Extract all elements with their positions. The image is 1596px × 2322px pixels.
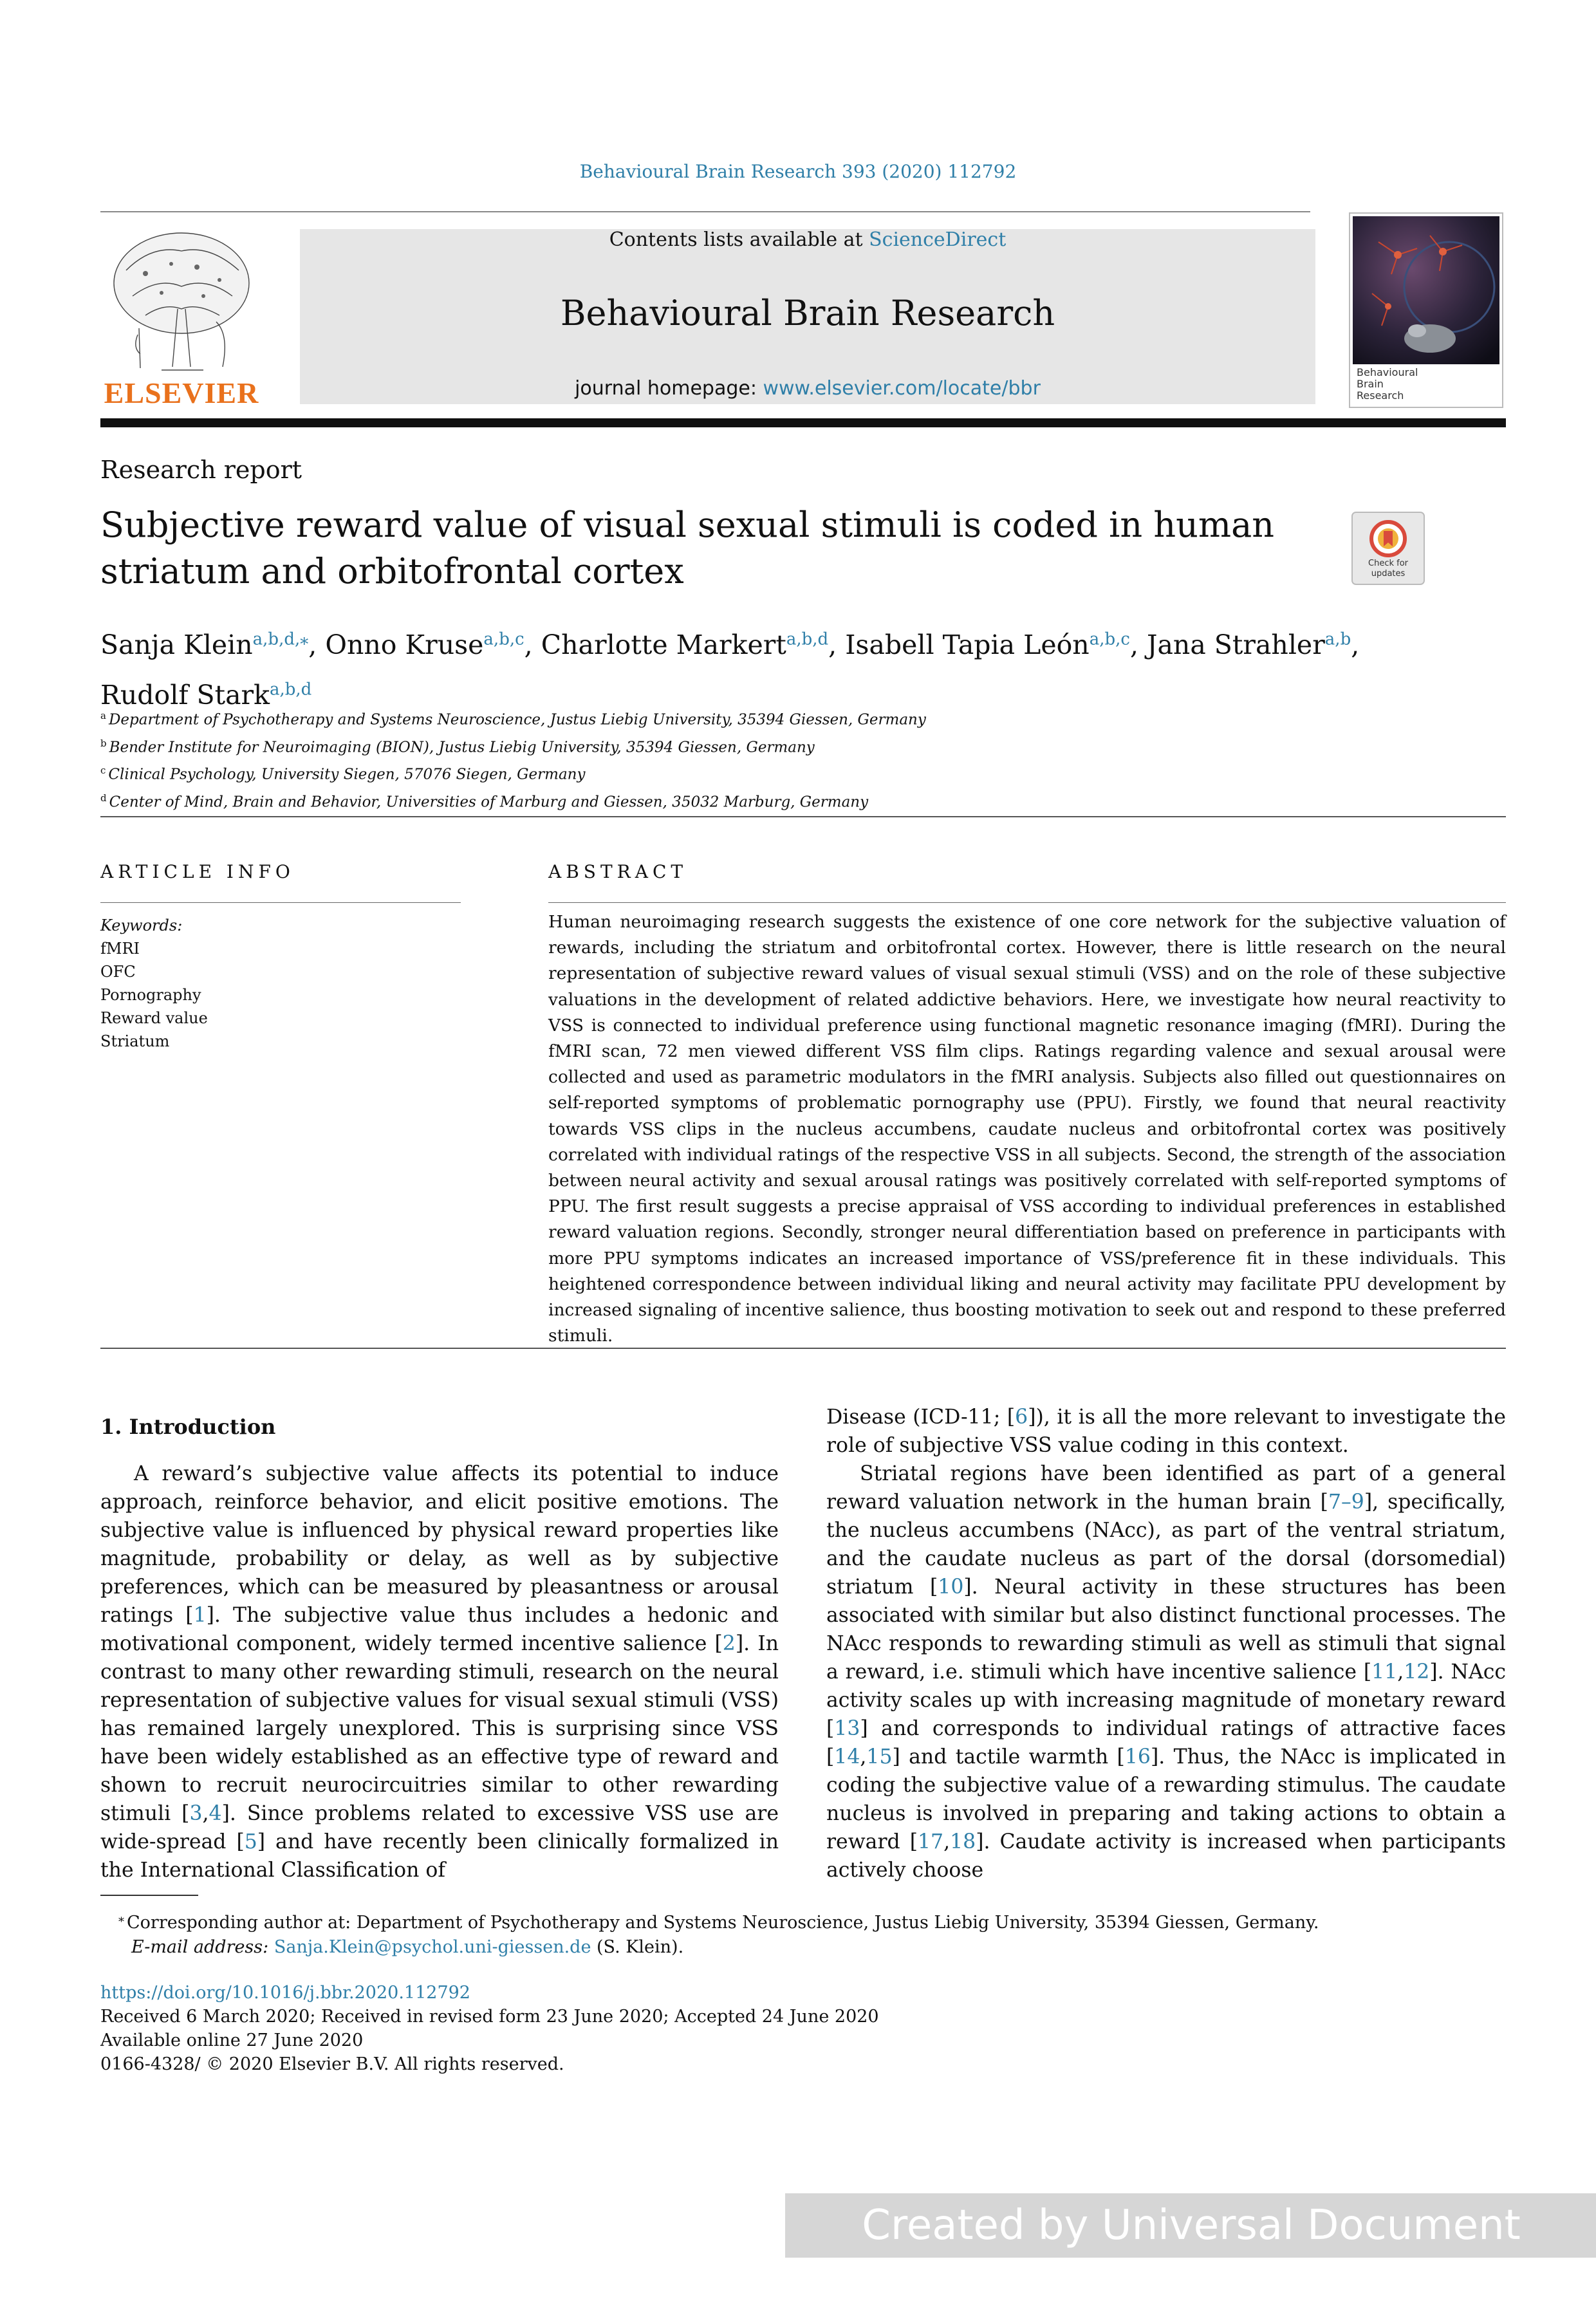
keyword: OFC: [100, 963, 136, 981]
masthead-top-rule: [100, 211, 1310, 212]
author[interactable]: [845, 629, 1147, 660]
email-label: E-mail address:: [131, 1937, 269, 1957]
keyword: fMRI: [100, 940, 140, 958]
author-separator: ,: [1351, 629, 1360, 660]
online-date: Available online 27 June 2020: [100, 2030, 364, 2050]
affiliation: [100, 704, 1452, 732]
article-info-rule: [100, 902, 461, 903]
author-separator: ,: [828, 629, 846, 660]
author-name: Jana Strahler: [1147, 629, 1325, 660]
cover-title-line: Behavioural: [1357, 366, 1418, 378]
citation-link[interactable]: 12: [1404, 1660, 1430, 1684]
keywords-block: [100, 914, 208, 1053]
paragraph-text: ]. Thus, the NAcc is implicated in coding the subjective value of a rewarding stimulus. The caudate nucleus is involved in preparing and taking actions to obtain a reward [: [826, 1745, 1506, 1853]
introduction-heading: 1. Introduction: [100, 1415, 276, 1439]
brain-cover-image: [1353, 216, 1499, 364]
author-name: Rudolf Stark: [100, 680, 270, 711]
introduction-left-column: [100, 1460, 779, 1884]
journal-name: Behavioural Brain Research: [560, 293, 1055, 333]
author[interactable]: [100, 629, 325, 660]
email-link[interactable]: Sanja.Klein@psychol.uni-giessen.de: [274, 1937, 591, 1957]
footnote-rule: [100, 1895, 198, 1896]
author-separator: ,: [308, 629, 326, 660]
author-separator: ,: [524, 629, 541, 660]
paragraph-text: ]. In contrast to many other rewarding stimuli, research on the neural representation of subjective values for visual sexual stimuli (VSS) has remained largely unexplored. This is surprising since VSS have been widely established as an effective type of reward and shown to recruit neurocircuitries similar to other rewarding stimuli [: [100, 1632, 779, 1825]
author[interactable]: [541, 629, 845, 660]
affiliations-divider: [100, 816, 1506, 817]
paragraph-text: ] and corresponds to individual ratings of attractive faces [: [826, 1717, 1506, 1769]
paragraph-text: ,: [202, 1802, 209, 1825]
homepage-prefix: journal homepage:: [575, 377, 763, 400]
journal-homepage: [300, 377, 1315, 400]
masthead-bottom-rule: [100, 418, 1506, 427]
citation-link[interactable]: 18: [950, 1830, 976, 1853]
affiliation-mark: a: [100, 710, 106, 721]
email-line: [100, 1935, 1452, 1960]
citation-link[interactable]: 16: [1124, 1745, 1151, 1769]
copyright: 0166-4328/ © 2020 Elsevier B.V. All rights reserved.: [100, 2054, 564, 2074]
paragraph-text: ]. Since problems related to excessive VSS use are wide-spread [: [100, 1802, 779, 1853]
paragraph-text: ]. The subjective value thus includes a hedonic and motivational component, widely termed incentive salience [: [100, 1604, 779, 1655]
paragraph: [826, 1460, 1506, 1884]
affiliation: [100, 786, 1452, 814]
author-affiliation-marks[interactable]: a,b,c: [1089, 629, 1130, 649]
paragraph-text: ,: [860, 1745, 867, 1769]
article-type: Research report: [100, 456, 302, 484]
keywords-label: Keywords:: [100, 916, 183, 934]
citation-link[interactable]: 6: [1015, 1406, 1028, 1429]
cover-title-line: Research: [1357, 389, 1404, 402]
check-updates-line-2: updates: [1371, 569, 1406, 579]
citation-link[interactable]: 7–9: [1328, 1491, 1364, 1514]
author-affiliation-marks[interactable]: a,b: [1324, 629, 1351, 649]
author-separator: ,: [1129, 629, 1147, 660]
contents-line: [300, 228, 1315, 251]
received-dates: Received 6 March 2020; Received in revised form 23 June 2020; Accepted 24 June 2020: [100, 2007, 879, 2027]
citation-link[interactable]: 10: [938, 1575, 964, 1599]
affiliation-mark: b: [100, 737, 107, 749]
paragraph: [100, 1460, 779, 1884]
citation-link[interactable]: 11: [1371, 1660, 1398, 1684]
paragraph-text: Disease (ICD-11; [: [826, 1406, 1016, 1429]
affiliation-mark: c: [100, 765, 106, 777]
author[interactable]: [325, 629, 541, 660]
corresponding-author-footnote: [100, 1906, 1452, 1960]
citation-link[interactable]: 2: [722, 1632, 736, 1655]
affiliation-text: Clinical Psychology, University Siegen, 57076 Siegen, Germany: [108, 766, 586, 783]
email-suffix: (S. Klein).: [591, 1937, 684, 1957]
introduction-right-column: [826, 1403, 1506, 1884]
keyword: Pornography: [100, 986, 201, 1004]
check-for-updates-icon[interactable]: [1351, 512, 1425, 585]
affiliation-list: [100, 704, 1452, 814]
author-name: Isabell Tapia León: [845, 629, 1090, 660]
contents-prefix: Contents lists available at: [609, 228, 869, 251]
citation-link[interactable]: 3: [189, 1802, 203, 1825]
paragraph-text: ,: [943, 1830, 951, 1853]
abstract-text: Human neuroimaging research suggests the existence of one core network for the subjective valuation of rewards, including the striatum and orbitofrontal cortex. However, there is little research on the neural representation of subjective reward values of visual sexual stimuli (VSS) and on the role of these subjective valuations in the development of related addictive behaviors. Here, we investigate how neural reactivity to VSS is connected to individual preference using functional magnetic resonance imaging (fMRI). During the fMRI scan, 72 men viewed different VSS film clips. Ratings regarding valence and sexual arousal were collected and used as parametric modulators in the fMRI analysis. Subjects also filled out questionnaires on self-reported symptoms of problematic pornography use (PPU). Firstly, we found that neural reactivity towards VSS clips in the nucleus accumbens, caudate nucleus and orbitofrontal cortex was positively correlated with individual ratings of the respective VSS in all subjects. Second, the strength of the association between neural activity and sexual arousal ratings was positively correlated with self-reported symptoms of PPU. The first result suggests a precise appraisal of VSS according to individual preferences in established reward valuation regions. Secondly, stronger neural differentiation based on preference in participants with more PPU symptoms indicates an increased importance of VSS/preference fit in these individuals. This heightened correspondence between individual liking and neural activity may facilitate PPU development by increased signaling of incentive salience, thus boosting motivation to seek out and respond to these preferred stimuli.: [548, 912, 1506, 1346]
affiliation-mark: d: [100, 792, 107, 804]
corresponding-star-icon[interactable]: ⁎: [300, 629, 309, 649]
author-name: Sanja Klein: [100, 629, 253, 660]
citation-link[interactable]: 17: [918, 1830, 944, 1853]
paragraph-text: Striatal regions have been identified as part of a general reward valuation network in the human brain [: [826, 1462, 1506, 1514]
converter-watermark: Created by Universal Document Converter: [785, 2193, 1596, 2258]
homepage-link[interactable]: www.elsevier.com/locate/bbr: [763, 377, 1041, 400]
author-affiliation-marks[interactable]: a,b,c: [483, 629, 524, 649]
citation-link[interactable]: 13: [834, 1717, 860, 1740]
paragraph-text: ], specifically, the nucleus accumbens (NAcc), as part of the ventral striatum, and the caudate nucleus as part of the dorsal (dorsomedial) striatum [: [826, 1491, 1506, 1599]
footnote-text: Corresponding author at: Department of Psychotherapy and Systems Neuroscience, Justus Liebig University, 35394 Giessen, Germany.: [127, 1913, 1319, 1933]
journal-reference[interactable]: Behavioural Brain Research 393 (2020) 112792: [579, 161, 1017, 182]
paragraph-text: ]. NAcc activity scales up with increasing magnitude of monetary reward [: [826, 1660, 1506, 1740]
cover-title: [1357, 367, 1492, 402]
paragraph-text: ] and have recently been clinically formalized in the International Classification of: [100, 1830, 779, 1882]
affiliation: [100, 732, 1452, 759]
journal-cover[interactable]: [1349, 212, 1503, 408]
affiliation-text: Department of Psychotherapy and Systems Neuroscience, Justus Liebig University, 35394 Giessen, Germany: [108, 711, 926, 729]
corresponding-star-icon: ⁎: [118, 1911, 124, 1925]
paragraph-text: ] and tactile warmth [: [892, 1745, 1125, 1769]
author-affiliation-marks[interactable]: a,b,d: [269, 680, 312, 700]
citation-link[interactable]: 4: [209, 1802, 222, 1825]
paragraph-text: ]. Neural activity in these structures has been associated with similar but also distinct functional processes. The NAcc responds to rewarding stimuli as well as stimuli that signal a reward, i.e. stimuli which have incentive salience [: [826, 1575, 1507, 1684]
abstract-heading: ABSTRACT: [548, 861, 688, 882]
author-affiliation-marks[interactable]: a,b,d: [786, 629, 829, 649]
author-affiliation-marks[interactable]: a,b,d,: [252, 629, 301, 649]
publication-info: [100, 1981, 879, 2076]
paragraph-text: ]. Caudate activity is increased when participants actively choose: [826, 1830, 1507, 1882]
affiliation-text: Center of Mind, Brain and Behavior, Universities of Marburg and Giessen, 35032 Marburg, Germany: [109, 794, 869, 811]
affiliation: [100, 759, 1452, 786]
paragraph-text: A reward’s subjective value affects its potential to induce approach, reinforce behavior, and elicit positive emotions. The subjective value is influenced by physical reward properties like magnitude, probability or delay, as well as by subjective preferences, which can be measured by pleasantness or arousal ratings [: [100, 1462, 779, 1627]
author-name: Charlotte Markert: [541, 629, 786, 660]
article-info-heading: ARTICLE INFO: [100, 861, 295, 882]
keyword: Striatum: [100, 1032, 170, 1050]
check-updates-line-1: Check for: [1368, 559, 1408, 568]
author-list: [100, 617, 1387, 718]
elsevier-wordmark: ELSEVIER: [104, 376, 259, 409]
cover-title-line: Brain: [1357, 378, 1384, 390]
doi-link[interactable]: https://doi.org/10.1016/j.bbr.2020.112792: [100, 1983, 470, 2003]
article-title: Subjective reward value of visual sexual stimuli is coded in human striatum and orbitofrontal cortex: [100, 505, 1275, 591]
paragraph-text: ,: [1397, 1660, 1404, 1684]
paragraph: [826, 1403, 1506, 1460]
citation-link[interactable]: 1: [193, 1604, 207, 1627]
citation-link[interactable]: 15: [866, 1745, 893, 1769]
abstract-bottom-rule: [100, 1348, 1506, 1349]
abstract-rule: [548, 902, 1506, 903]
affiliation-text: Bender Institute for Neuroimaging (BION), Justus Liebig University, 35394 Giessen, Germany: [109, 739, 815, 756]
keyword: Reward value: [100, 1009, 208, 1027]
citation-link[interactable]: 14: [834, 1745, 860, 1769]
author[interactable]: [1147, 629, 1359, 660]
footnote-line: [100, 1906, 1452, 1935]
author-name: Onno Kruse: [325, 629, 484, 660]
sciencedirect-link[interactable]: ScienceDirect: [869, 228, 1007, 251]
paragraph-text: ]), it is all the more relevant to investigate the role of subjective VSS value coding in this context.: [826, 1406, 1506, 1457]
citation-link[interactable]: 5: [244, 1830, 257, 1853]
